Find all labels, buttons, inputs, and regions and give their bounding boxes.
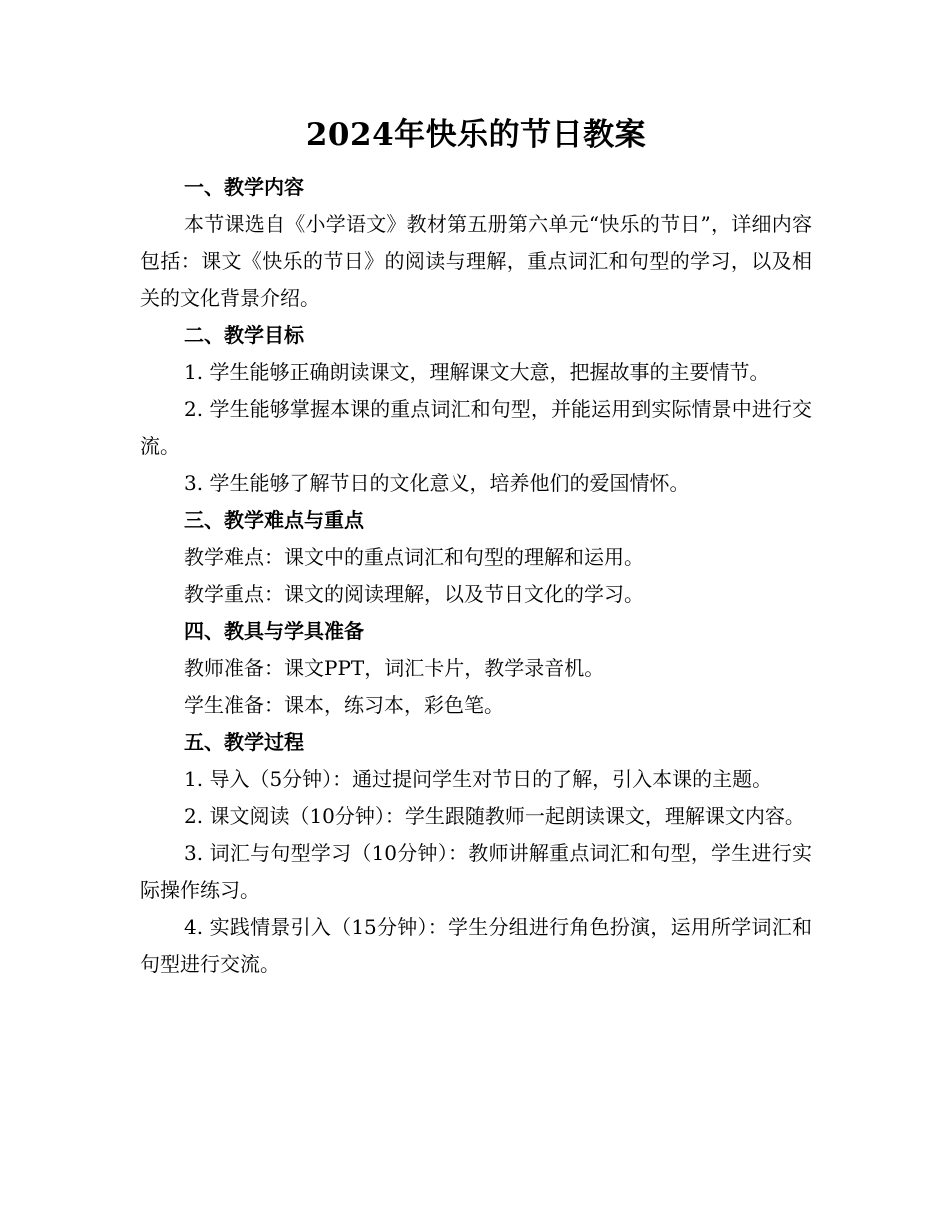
section-difficulties-key-points [140,502,812,613]
list-item: 2. 学生能够掌握本课的重点词汇和句型，并能运用到实际情景中进行交流。 [140,397,812,458]
paragraph: 教师准备：课文PPT，词汇卡片，教学录音机。 [184,656,605,680]
section-teaching-goals [140,317,812,502]
section-teaching-content [140,169,812,317]
list-item: 1. 导入（5分钟）：通过提问学生对节日的了解，引入本课的主题。 [184,767,773,791]
list-item: 1. 学生能够正确朗读课文，理解课文大意，把握故事的主要情节。 [184,360,770,384]
section-heading: 五、教学过程 [184,730,304,754]
list-item: 3. 学生能够了解节日的文化意义，培养他们的爱国情怀。 [184,471,690,495]
section-heading: 一、教学内容 [184,175,304,199]
section-heading: 四、教具与学具准备 [184,619,364,643]
list-item: 2. 课文阅读（10分钟）：学生跟随教师一起朗读课文，理解课文内容。 [184,804,805,828]
paragraph: 学生准备：课本，练习本，彩色笔。 [184,693,504,717]
paragraph: 本节课选自《小学语文》教材第五册第六单元“快乐的节日”，详细内容包括：课文《快乐的节日》的阅读与理解，重点词汇和句型的学习，以及相关的文化背景介绍。 [140,212,812,310]
section-teaching-process [140,724,812,983]
list-item: 4. 实践情景引入（15分钟）：学生分组进行角色扮演，运用所学词汇和句型进行交流。 [140,915,812,976]
document-title: 2024年快乐的节日教案 [305,117,647,153]
paragraph: 教学难点：课文中的重点词汇和句型的理解和运用。 [184,545,644,569]
paragraph: 教学重点：课文的阅读理解，以及节日文化的学习。 [184,582,644,606]
section-heading: 二、教学目标 [184,323,304,347]
section-heading: 三、教学难点与重点 [184,508,364,532]
section-materials [140,613,812,724]
list-item: 3. 词汇与句型学习（10分钟）：教师讲解重点词汇和句型，学生进行实际操作练习。 [140,841,812,902]
